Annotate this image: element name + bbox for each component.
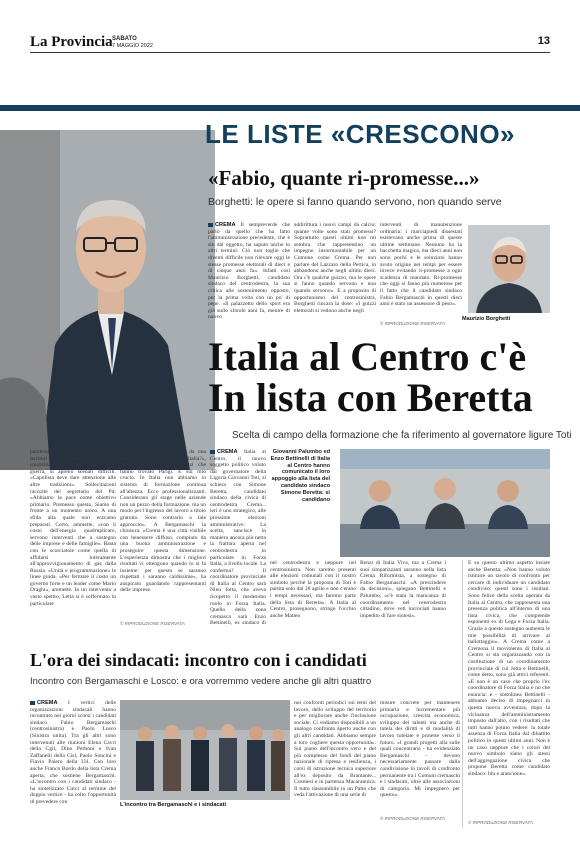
- article1-dateline: CREMA: [208, 222, 236, 228]
- portrait-image: [0, 130, 215, 470]
- article3-column-2: [294, 700, 376, 818]
- masthead-date: [112, 36, 153, 49]
- article3-dateline: CREMA: [30, 700, 58, 706]
- article2-column-6: [468, 560, 550, 816]
- article2-col6-text: E su questo ultimo aspetto insiste anche Beretta: «Non hanno voluto istituire un tavolo di confronto per cercare di individuare un candidato condiviso: questi sono i risultati. Sono felice della scelta operata da Italia al Centro, che rappresenta una presenza politica all'interno di una lista civica, che comprende esponenti ex di Lega e Forza Italia. Grazie a questo sostegno aumenta le mie possibilità di arrivare al ballottaggio». A Crema come a Cremona il movimento di Italia al Centro si sta organizzando con la costituzione di un coordinamento provinciale di cui Jotta e Bettinelli, come detto, sono già attivi referenti. «E non è un caso che proprio l'ex coordinatore di Forza Italia e no che enuncia: è - sottolinea Bettinelli - abbiamo deciso di impegnarci in questa nuova avventura, dopo la vicinanza dell'amministramento imposto dall'alto, con i risultati che tutti hanno potuto vedere: la totale assenza di Forza Italia dal dibattito politico in questi ultimi anni. Non è un caso neppure che i colori del nuovo simbolo siano gli stessi dell'aggregazione civica che propone Beretta come candidato sindaco: blu e arancione».: [468, 560, 550, 777]
- press-conference-image: [340, 449, 550, 557]
- article3-column-3: [380, 700, 460, 812]
- article2-headline-line1: Italia al Centro c'è: [208, 334, 527, 379]
- article2-col6-signature: © RIPRODUZIONE RISERVATA: [468, 820, 533, 825]
- article1-headline: «Fabio, quante ri-promesse...»: [208, 166, 480, 190]
- main-photo: [0, 130, 215, 470]
- article2-headline: [208, 336, 533, 418]
- article3-col3-text: misure concrete per mantenere primaria e incrementare più occupazione, crescita economica, sviluppo dei talenti ma anche di tutela dei diritti e di modalità di lavoro tutelate e protette verso il futuro. «I grandi progetti alla sulle quali concentrarsi - ha evidenziato Bergamaschi - devono necessariamente passare dalla condivisione in tavoli di confronto permanente tra i Comuni cremaschi e i sindacati, oltre alle associazioni di categoria. Mi impegnerò per questo».: [380, 700, 460, 799]
- article1-signature: © RIPRODUZIONE RISERVATA: [380, 321, 445, 326]
- section-band: [0, 105, 580, 111]
- article2-headline-line2: In lista con Beretta: [208, 375, 533, 420]
- masthead-rule: [30, 52, 550, 53]
- article2-col1-text: pandemia, come ben sanno que territori dove la manifattura è stata smobilitata». Ma anche chi ora, con la guerra, si apreno scenari difficili. «Capolista deve dare attenzione alle altre tradizioni». Sollecitazioni raccolte del segretario del Pd: «Abbiamo la pace come obiettivo primario. Premesso questo, Siamo di fronte a un momento unico. A una sfida alla quale non eravamo preparati. Certo, ammette, «con il costo dell'energia quadruplicato, servono interventi che a sostegno delle imprese e delle famiglie». Basta con le scorciatoie come quella di affidarsi interamente all'approvvigionamento di gas dalla Russia. «Unità e programmazione» le linee guida. «Per fermare il costo un governo forte e un leader come Mario Draghi», ammette. In un intervento a vasto spettro, Letta si è soffermato in particolare: [30, 449, 116, 607]
- masthead-date-text: 7 MAGGIO 2022: [112, 42, 153, 49]
- masthead-day: SABATO: [112, 36, 137, 42]
- article2-col5-text: Renzi di Italia Viva, ma a Crema i suoi simpatizzanti saranno nella lista Crema Riformista, a sostegno di Fabio Bergamaschi. «A prescindere da decisioni», spiegano Bettinelli e Palumbo, «c'è stata la mancanza di coordinamento nel centrodestra cittadino, dove veti incrociati hanno impedito di fare sintesi».: [360, 560, 446, 619]
- article1-col3-text: interventi di manutenzione ordinaria: i marciapiedi dissestati esistevano anche prima di queste ultime settimane. Nessuno ha la bacchetta magica, ma dieci anni non sono pochi e le soluzioni hanno avuto origine nei tempi per essere invece evitando ri-promesse a ogni scadenza di mandato. Ri-promesse che oggi si fanno più numerose per il fatto che il candidato sindaco Fabio Bergamaschi in questi dieci anni è stato un assessore di peso».: [380, 222, 462, 308]
- article2-column-4: [270, 560, 356, 632]
- page-number: 13: [537, 35, 550, 47]
- article3-signature: © RIPRODUZIONE RISERVATA: [380, 816, 445, 821]
- article3-photo-caption: L'incontro tra Bergamaschi e i sindacati: [120, 802, 227, 808]
- article2-col3-text: Italia al Centro, il nuovo soggetto politico voluto dal governatore della Liguria Giovanni Toti, si schiera con Simone Beretta, candidato sindaco della civica di centrodestra Crema... ieri è uno strategico, alle prossime elezioni amministrative. La scelta, sancisce in maniera ancora più netta la frattura aperta nel centrodestra in particolare in Forza Italia, a livello locale. La conferma? Il coordinatore provinciale di Italia al Centro sarà Nino Jotta, che aveva ricoperto il medesimo ruolo in Forza Italia. Quello della zona cremasca sarà Enzo Bettinelli, ex sindaco di: [210, 449, 266, 625]
- article2-photo-caption: Giovanni Palumbo ed Enzo Bettinelli di Italia al Centro hanno comunicato il loro appoggio alla lista del candidato sindaco Simone Beretta: si candidano: [270, 449, 330, 503]
- article3-headline: L'ora dei sindacati: incontro con i candidati: [30, 650, 367, 670]
- union-meeting-image: [120, 700, 290, 800]
- article3-subhead: Incontro con Bergamaschi e Losco: e ora vorremmo vedere anche gli altri quattro: [30, 676, 372, 687]
- article2-signature: © RIPRODUZIONE RISERVATA: [120, 621, 185, 626]
- article1-col1-text: Il sempreverde che parlò da quello che ha fatto l'amministrazione precedente, che è sin dal oggetto, ha saputo anche in altri termini: Ciò non toglie che diventi difficile non rilevare oggi le stesse promesse elettorali di dieci e di cinque anni fa». Infatti così Maurizio Borghetti, candidato sindaco del centrodestra, la sua critica alle sostenimento opposto, per la prima volta con un po' di pepe. «Il palazzetto dello sport era già sullo sfondo anni fa, mentre di nuovo: [208, 222, 290, 321]
- borghetti-portrait: [468, 225, 550, 313]
- masthead-title: La Provincia: [30, 34, 113, 50]
- article2-subhead: Scelta di campo della formazione che fa riferimento al governatore ligure Toti: [232, 430, 572, 441]
- article1-kicker: LE LISTE «CRESCONO»: [205, 119, 515, 149]
- article2-dateline: CREMA: [210, 449, 238, 455]
- article3-photo: [120, 700, 290, 800]
- article3-col1-text: I vertici delle organizzazioni sindacali hanno incontrato nei giorni scorsi i candidati sindaco Fabio Bergamaschi (centrosinistra) e Paolo Losco (Sinistra unita). Tra gli altri sono intervenuti alle riunioni Elena Cavri della Cgil, Dino Perboni e Ivan Zaffanelli della Cisl, Paolo Soncini e Flavio Paiero della Uil. Con loro anche Franco Bordo della lista Crema aperta, che sostiene Bergamaschi. «L'incontro con i candidati sindaco - ha sintetizzato Curci al termine del doppio vertice - ha colto l'opportunità di prevedere con: [30, 700, 116, 805]
- column-divider: [462, 560, 463, 828]
- borghetti-caption: Maurizio Borghetti: [462, 316, 511, 322]
- article1-column-1: [208, 222, 290, 326]
- article2-col2-text: lare sulla formazione: «Mi da una buona ragione per tornare in Italia?», mi chiedevano molti ragazzi che hanno trovato Parigi. E sul mio crucio. In Italia non abbiamo in sistema di formazione continua all'altezza. Ecco professionalizzanti. Considerano gli stage nelle aziende non un pezzo della formazione, ma un modo per l'ingresso del lavoro a titolo gratuito. Sono contrario a tale approccio». A Bergamaschi la chiusura: «Crema è una città visibile con benessere diffuso, compiuto da una buona amministrazione e proseguire questa dimensione. L'esperienza dimostra che i migliori risultati vi ottengono quando lo si fa insieme: per questo se saranno rispettati i saranno caldissime», ha auspicato guardando rappresentanti delle imprese.: [120, 449, 206, 594]
- article2-col4-text: nel centrodestra e neppure nel centrosinistra. Non saremo presenti alle elezioni comunali con il nostro simbolo perché la proposta di Toti è partita solo dal 28 aprile e non c'erano i tempi necessari, ma faremo parte della lista di Beretta». A Italia al Centro, proseguono, stringe l'occhio anche Matteo: [270, 560, 356, 619]
- borghetti-photo: [468, 225, 550, 313]
- article2-column-2: [120, 449, 206, 617]
- article2-photo: [340, 449, 550, 557]
- article1-subhead: Borghetti: le opere si fanno quando servono, non quando serve: [208, 196, 502, 208]
- article3-col2-text: noi confronti periodici sui temi del lavoro, dello sviluppo del territorio e per migliorare anche l'inclusione sociale. Ci vediamo disponibili a un analogo confronto aperto anche con gli altri candidati. Abbiamo sempre a loro cogliere questa opportunità». Sul piano dell'incontro vero e del più complesso del fondi del piano nazionale di ripresa e resilienza, i corsi di istruzione tecnica superiore all'ex deposito da Bramante... Cosmesi e in partenza Macarannica. Il tutto riassumibile in un Patto che veda l'attivazione di una serie di: [294, 700, 376, 799]
- article2-column-3: [210, 449, 266, 625]
- article3-column-1: [30, 700, 116, 818]
- article1-column-2: [294, 222, 376, 326]
- article1-column-3: [380, 222, 462, 318]
- article2-column-5: [360, 560, 446, 632]
- article2-column-1: [30, 449, 116, 625]
- article1-col2-text: addirittura i nuovi campi da calcio: quante volte sono stati promessi? Soprattutto questi ultimi non mi sembra che rappresentino un impegno insormontabile per un Comune come Crema. Per non parlare del Lazzaro della Pertica, in abbandono anche negli ultimi dieci. Ora c'è qualche guizzo, ma le opere si fanno quando servono e non quando servono». E a proposito di opportunismo del centrosinistra, Borghetti rincara la dose: «I guizzi elettorali si vedono anche negli: [294, 222, 376, 314]
